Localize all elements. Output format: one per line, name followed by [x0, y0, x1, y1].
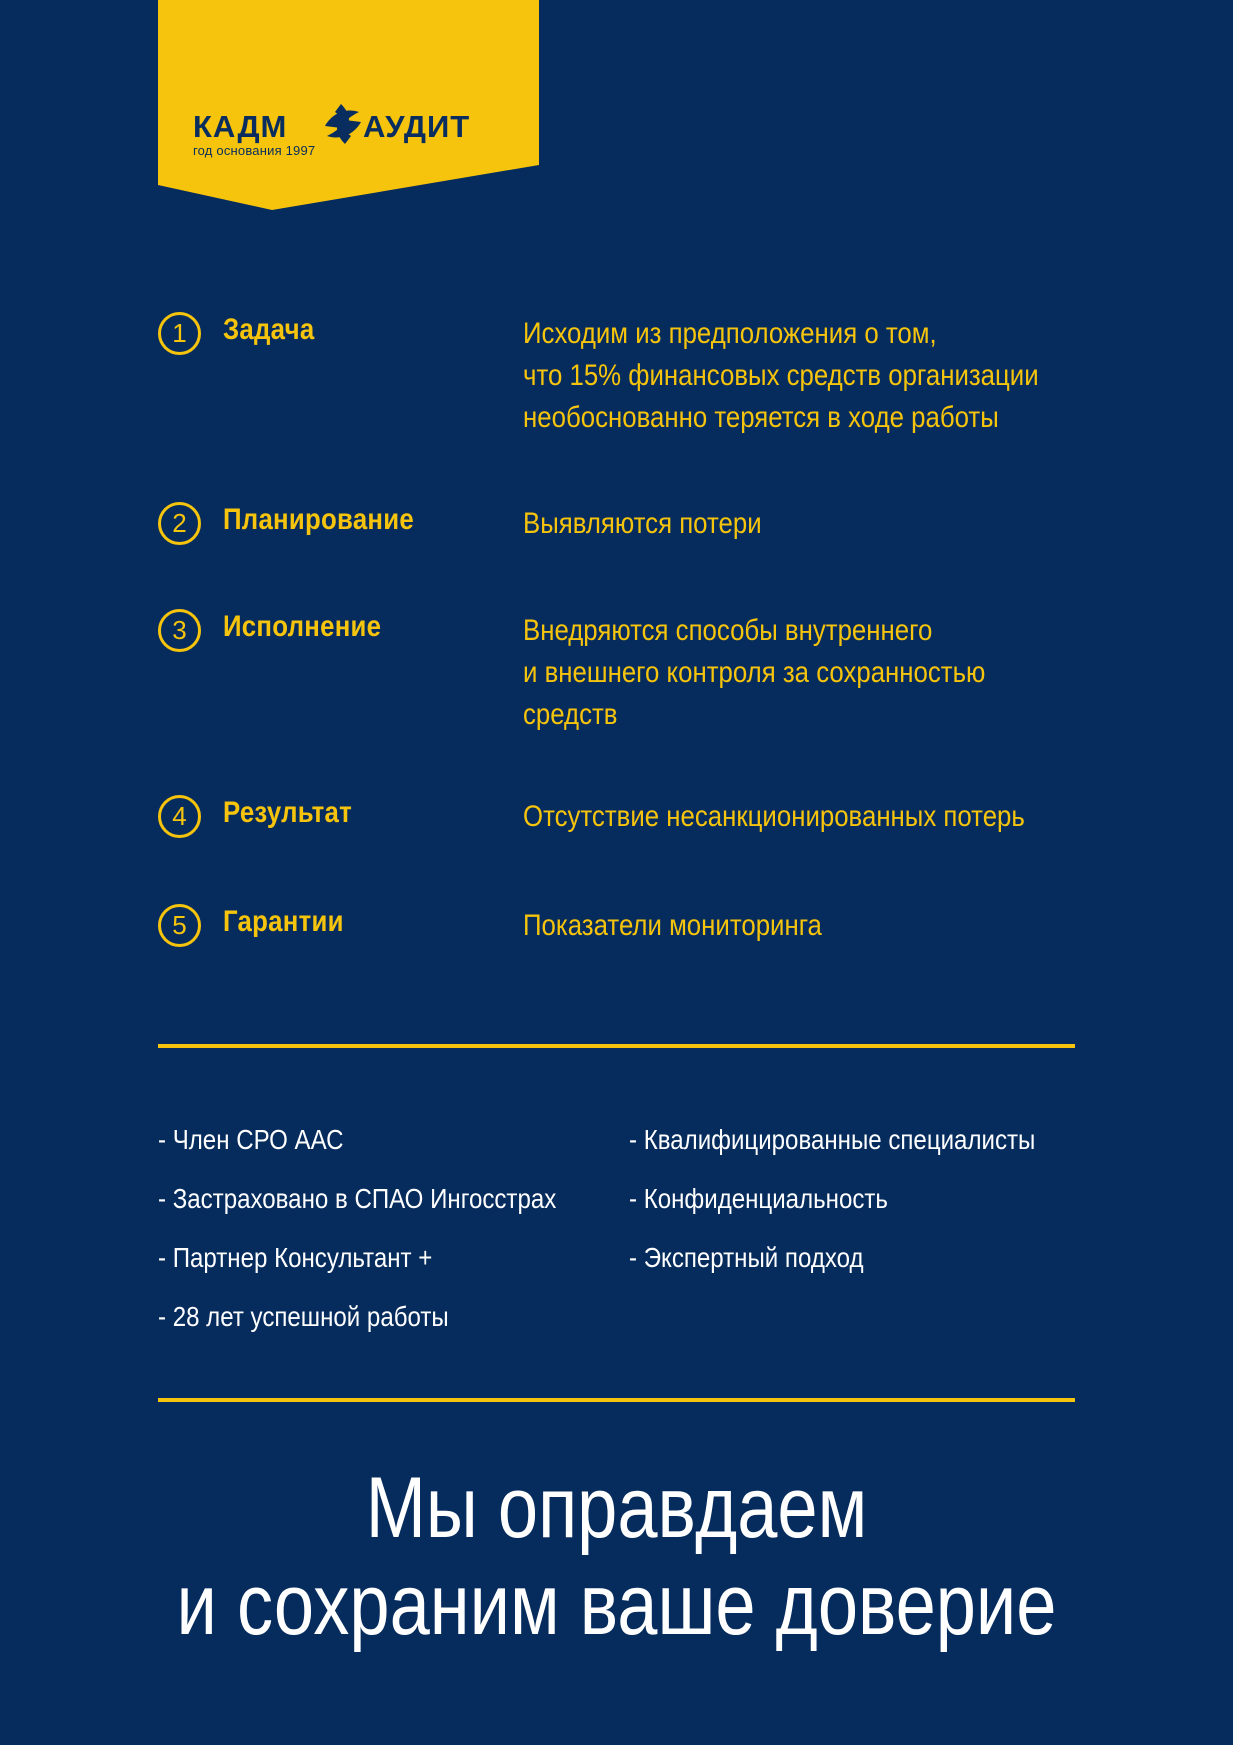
step-description-line: Внедряются способы внутреннего: [523, 614, 933, 647]
feature-item: - Застраховано в СПАО Ингосстрах: [158, 1183, 557, 1214]
logo-brand-left: КАДМ: [193, 109, 288, 144]
section-divider: [158, 1398, 1075, 1402]
step-title: Гарантии: [223, 905, 344, 938]
step-description: [523, 905, 822, 947]
step-title: Планирование: [223, 503, 415, 536]
step-description-line: Показатели мониторинга: [523, 909, 822, 942]
feature-item: - Экспертный подход: [629, 1242, 864, 1273]
step-number: 3: [158, 609, 201, 652]
step-title: Задача: [223, 313, 315, 346]
slogan: [0, 1460, 1233, 1654]
step-number: 4: [158, 795, 201, 838]
feature-item: - Партнер Консультант +: [158, 1242, 433, 1273]
step-description-line: Исходим из предположения о том,: [523, 317, 937, 350]
step-title: Результат: [223, 796, 353, 829]
slogan-line: Мы оправдаем: [365, 1460, 868, 1556]
step-description-line: и внешнего контроля за сохранностью: [523, 656, 986, 689]
feature-item: - 28 лет успешной работы: [158, 1301, 449, 1332]
step-number: 1: [158, 312, 201, 355]
logo-brand-right: АУДИТ: [363, 109, 471, 144]
step-number: 5: [158, 904, 201, 947]
step-description-line: Отсутствие несанкционированных потерь: [523, 800, 1025, 833]
logo-tagline: год основания 1997: [193, 143, 316, 158]
features-right-column: [629, 1110, 1101, 1287]
step-description: [523, 313, 1039, 439]
step-description-line: Выявляются потери: [523, 507, 762, 540]
features-left-column: [158, 1110, 621, 1346]
step-description: [523, 610, 985, 736]
step-description-line: необоснованно теряется в ходе работы: [523, 401, 999, 434]
step-description: [523, 503, 762, 545]
feature-item: - Квалифицированные специалисты: [629, 1124, 1036, 1155]
slogan-line: и сохраним ваше доверие: [176, 1557, 1057, 1653]
step-number: 2: [158, 502, 201, 545]
feature-item: - Член СРО ААС: [158, 1124, 344, 1155]
step-title: Исполнение: [223, 610, 382, 643]
section-divider: [158, 1044, 1075, 1048]
feature-item: - Конфиденциальность: [629, 1183, 888, 1214]
company-logo: [193, 104, 513, 144]
star-swirl-icon: [325, 104, 361, 144]
step-description-line: что 15% финансовых средств организации: [523, 359, 1039, 392]
step-description-line: средств: [523, 698, 618, 731]
logo-banner: [158, 0, 539, 210]
step-description: [523, 796, 1025, 838]
